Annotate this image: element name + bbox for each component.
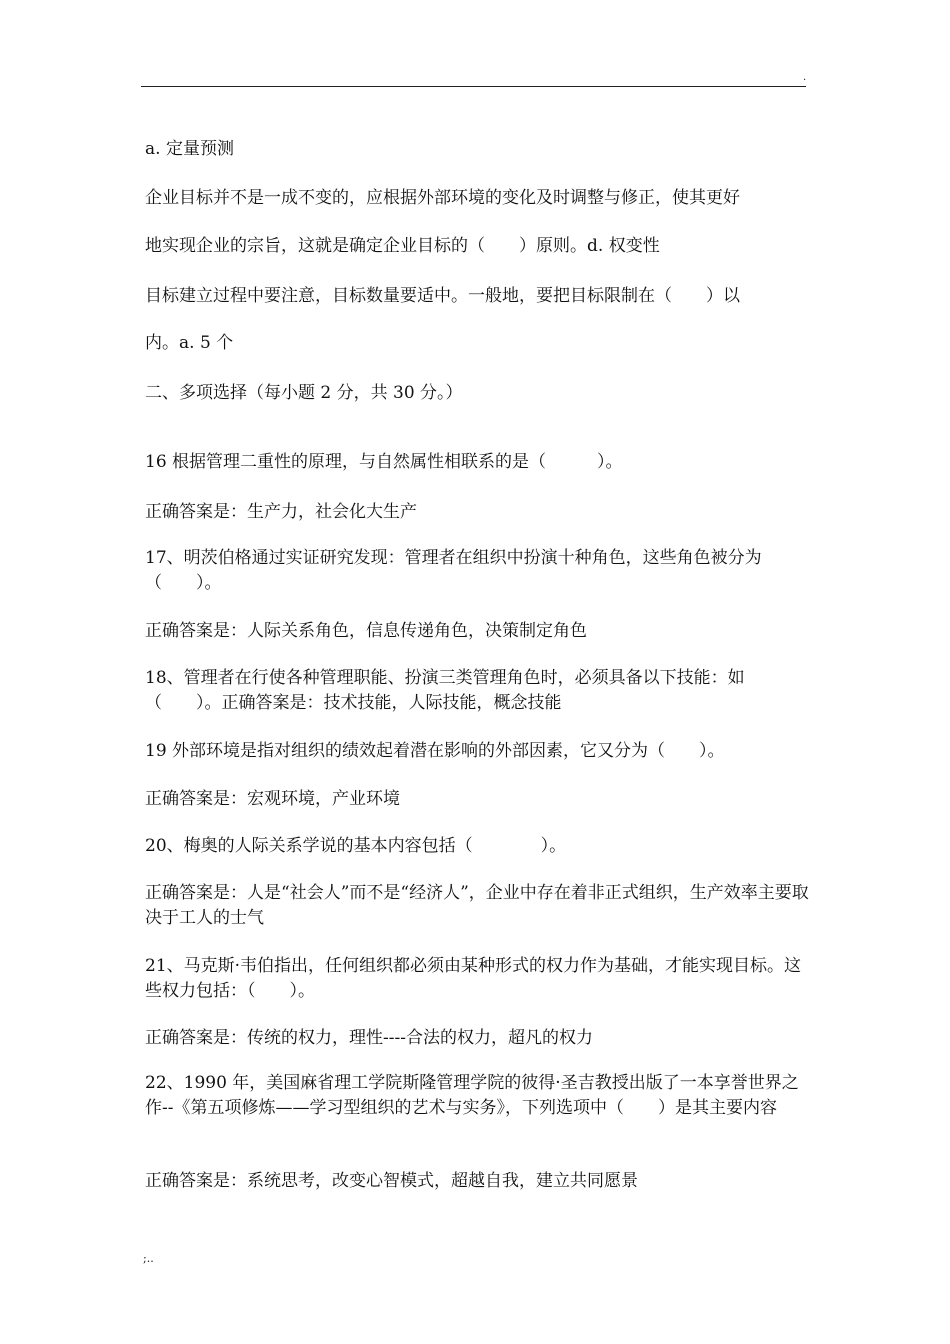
question-text: 目标建立过程中要注意，目标数量要适中。一般地，要把目标限制在（ ）以 xyxy=(145,286,740,306)
question-18: 18、管理者在行使各种管理职能、扮演三类管理角色时，必须具备以下技能：如（ ）。正确答案是：技术技能，人际技能，概念技能 xyxy=(145,668,745,713)
question-text: 企业目标并不是一成不变的，应根据外部环境的变化及时调整与修正，使其更好 xyxy=(145,188,740,208)
question-22: 22、1990 年，美国麻省理工学院斯隆管理学院的彼得·圣吉教授出版了一本享誉世界之作--《第五项修炼——学习型组织的艺术与实务》，下列选项中（ ）是其主要内容 xyxy=(145,1073,799,1118)
answer-21: 正确答案是：传统的权力，理性----合法的权力，超凡的权力 xyxy=(145,1028,593,1048)
answer-17: 正确答案是：人际关系角色，信息传递角色，决策制定角色 xyxy=(145,621,587,641)
question-text: 内。a. 5 个 xyxy=(145,333,234,353)
section-heading: 二、多项选择（每小题 2 分，共 30 分。） xyxy=(145,383,463,403)
answer-19: 正确答案是：宏观环境，产业环境 xyxy=(145,789,400,809)
option-line: a. 定量预测 xyxy=(145,139,234,159)
answer-22: 正确答案是：系统思考，改变心智模式，超越自我，建立共同愿景 xyxy=(145,1171,638,1191)
question-16: 16 根据管理二重性的原理，与自然属性相联系的是（ ）。 xyxy=(145,452,623,472)
header-rule xyxy=(141,86,806,87)
question-17: 17、明茨伯格通过实证研究发现：管理者在组织中扮演十种角色，这些角色被分为（ ）。 xyxy=(145,548,762,593)
footer-mark: ;.. xyxy=(143,1252,154,1265)
question-19: 19 外部环境是指对组织的绩效起着潜在影响的外部因素，它又分为（ ）。 xyxy=(145,741,725,761)
answer-16: 正确答案是：生产力，社会化大生产 xyxy=(145,502,417,522)
question-21: 21、马克斯·韦伯指出，任何组织都必须由某种形式的权力作为基础，才能实现目标。这些权力包括：（ ）。 xyxy=(145,956,802,1001)
question-text: 地实现企业的宗旨，这就是确定企业目标的（ ）原则。d. 权变性 xyxy=(145,236,660,256)
question-20: 20、梅奥的人际关系学说的基本内容包括（ ）。 xyxy=(145,836,567,856)
header-mark: . xyxy=(803,72,807,83)
answer-20: 正确答案是：人是“社会人”而不是“经济人”，企业中存在着非正式组织，生产效率主要取决于工人的士气 xyxy=(145,883,809,928)
